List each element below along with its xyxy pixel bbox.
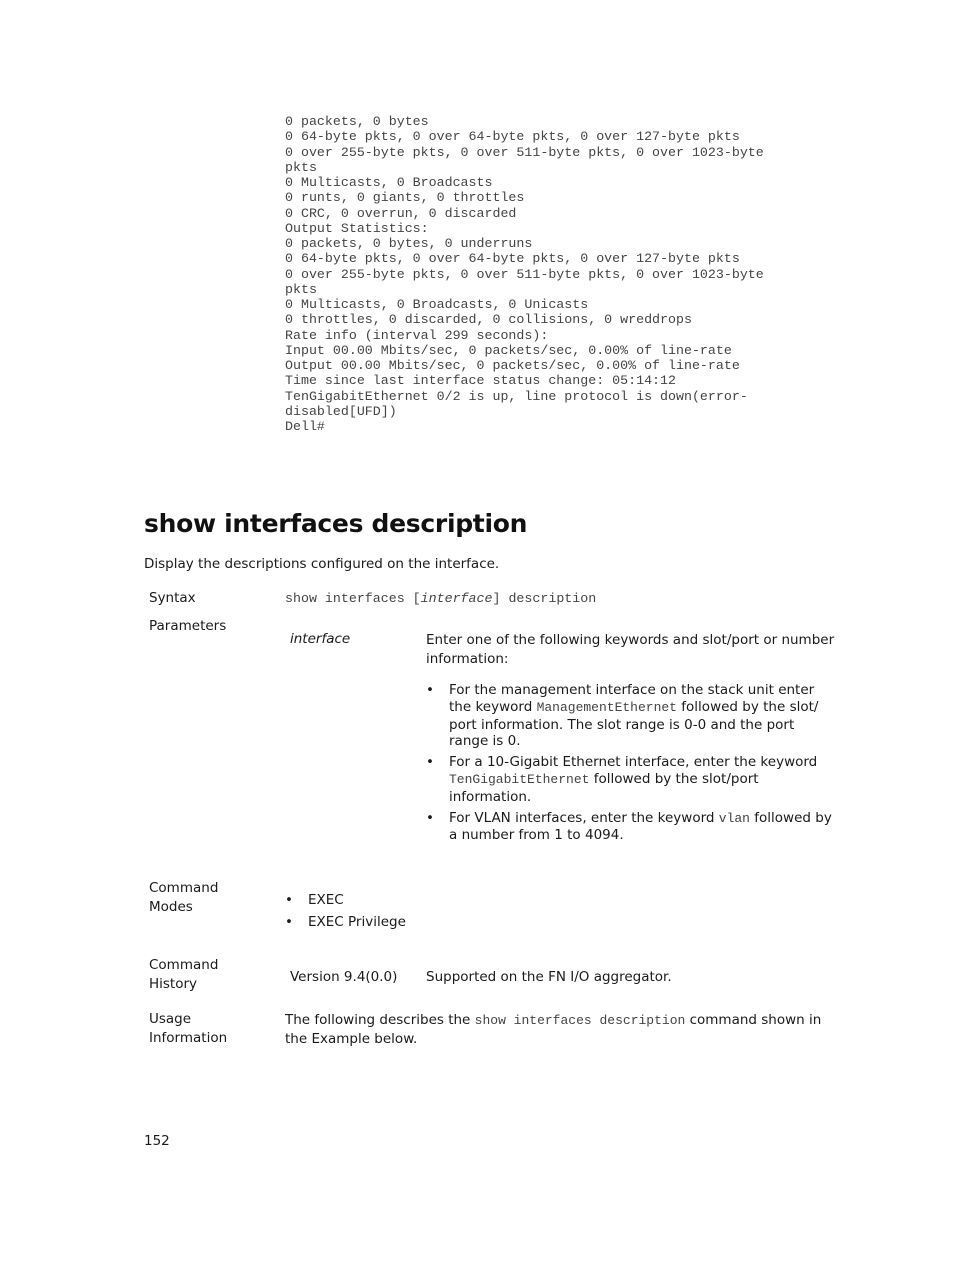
parameter-bullet-list [426, 682, 836, 844]
command-mode-item: • EXEC Privilege [285, 914, 585, 931]
usage-information-text: The following describes the show interfaces description command shown in the Example below. [285, 1012, 822, 1047]
parameter-bullet-tengigabit: • For a 10-Gigabit Ethernet interface, enter the keyword TenGigabitEthernet followed by the slot/port information. [426, 754, 836, 805]
syntax-label: Syntax [149, 590, 196, 606]
code-output-block: 0 packets, 0 bytes 0 64-byte pkts, 0 over 64-byte pkts, 0 over 127-byte pkts 0 over 255-byte pkts, 0 over 511-byte pkts, 0 over 1023-byte pkts 0 Multicasts, 0 Broadcasts 0 runts, 0 giants, 0 throttles 0 CRC, 0 overrun, 0 discarded Output Statistics: 0 packets, 0 bytes, 0 underruns 0 64-byte pkts, 0 over 64-byte pkts, 0 over 127-byte pkts 0 over 255-byte pkts, 0 over 511-byte pkts, 0 over 1023-byte pkts 0 Multicasts, 0 Broadcasts, 0 Unicasts 0 throttles, 0 discarded, 0 collisions, 0 wreddrops Rate info (interval 299 seconds): Input 00.00 Mbits/sec, 0 packets/sec, 0.00% of line-rate Output 00.00 Mbits/sec, 0 packets/sec, 0.00% of line-rate Time since last interface status change: 05:14:12 TenGigabitEthernet 0/2 is up, line protocol is down(error- disabled[UFD]) Dell# [285, 114, 764, 434]
command-history-version: Version 9.4(0.0) [290, 969, 398, 985]
parameter-name: interface [290, 631, 351, 647]
command-history-text: Supported on the FN I/O aggregator. [426, 969, 672, 985]
section-description: Display the descriptions configured on the interface. [144, 556, 500, 572]
command-modes-list [285, 892, 585, 931]
section-title: show interfaces description [144, 509, 528, 538]
command-mode-item: • EXEC [285, 892, 585, 909]
syntax-part-1: show interfaces [ [285, 591, 421, 606]
page-number: 152 [144, 1133, 170, 1149]
usage-information-label: Usage Information [149, 1011, 228, 1046]
syntax-param: interface [420, 591, 493, 606]
command-modes-label: Command Modes [149, 880, 219, 915]
syntax-part-3: ] description [492, 591, 597, 606]
parameter-bullet-management: • For the management interface on the stack unit enter the keyword ManagementEthernet followed by the slot/ port information. The slot range is 0-0 and the port range is 0. [426, 682, 836, 750]
command-history-label: Command History [149, 957, 219, 992]
syntax-command [285, 590, 596, 607]
parameter-intro: Enter one of the following keywords and slot/port or number information: [426, 632, 835, 667]
parameter-bullet-vlan: • For VLAN interfaces, enter the keyword vlan followed by a number from 1 to 4094. [426, 810, 836, 845]
parameters-label: Parameters [149, 618, 227, 634]
